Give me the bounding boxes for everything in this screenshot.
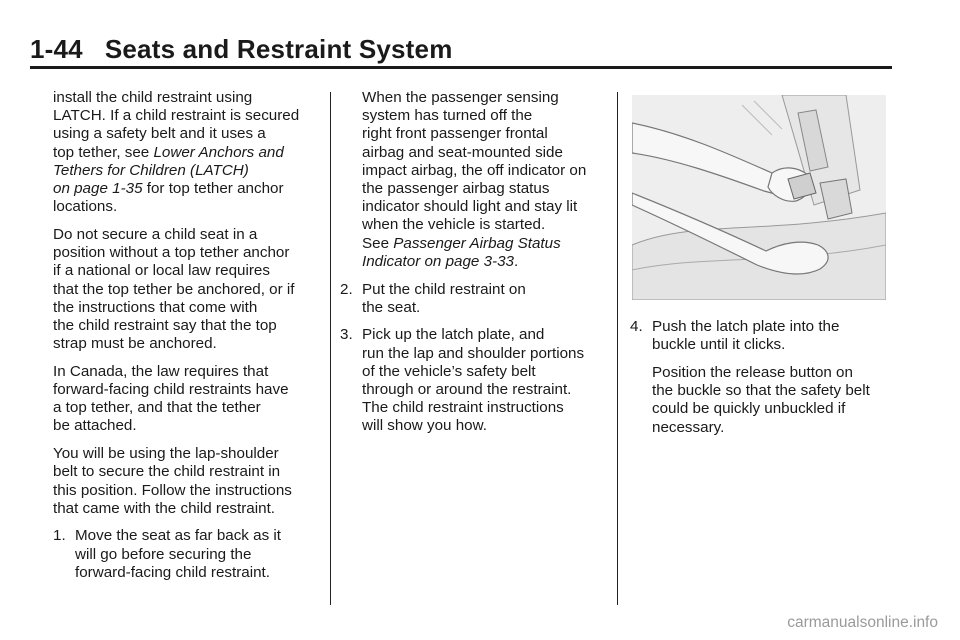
paragraph: You will be using the lap-shoulder belt to secure the child restraint in this position. Follow the instructions that came with the child restraint. — [53, 445, 292, 517]
page-number: 1-44 — [30, 34, 83, 64]
step-number: 4. — [630, 318, 643, 335]
cross-reference: on page 1-35 — [53, 180, 143, 198]
paragraph: When the passenger sensing system has turned off the right front passenger frontal airbag and seat-mounted side impact airbag, the off indicator on the passenger airbag status indicator should light and stay lit when the vehicle is started. See Passenger Airbag Status Indicator on page 3-33. — [362, 89, 587, 270]
step-item: 1. Move the seat as far back as it will go before securing the forward-facing child restraint. — [53, 527, 281, 581]
column-2 — [340, 89, 608, 445]
latch-plate-buckle-illustration — [632, 95, 886, 300]
cross-reference: Passenger Airbag Status — [393, 234, 561, 252]
paragraph: Do not secure a child seat in a position without a top tether anchor if a national or local law requires that the top tether be anchored, or if the instructions that come with the child restraint say that the top strap must be anchored. — [53, 225, 295, 353]
step-number: 3. — [340, 326, 353, 344]
paragraph: Position the release button on the buckle so that the safety belt could be quickly unbuckled if necessary. — [652, 363, 870, 436]
paragraph: install the child restraint using LATCH. If a child restraint is secured using a safety belt and it uses a top tether, see Lower Anchors and Tethers for Children (LATCH) on page 1-35 for top tether anchor locations. — [53, 89, 300, 216]
column-divider — [330, 92, 331, 605]
step-number: 1. — [53, 527, 66, 545]
hands-buckle-icon — [632, 95, 886, 300]
paragraph: In Canada, the law requires that forward-facing child restraints have a top tether, and that the tether be attached. — [53, 362, 289, 435]
cross-reference: Tethers for Children (LATCH) — [53, 161, 249, 179]
column-3 — [630, 318, 892, 446]
cross-reference: Lower Anchors and — [153, 143, 284, 161]
watermark: carmanualsonline.info — [787, 614, 938, 631]
step-item: 4. Push the latch plate into the buckle until it clicks. — [630, 318, 840, 354]
step-number: 2. — [340, 280, 353, 298]
page-heading — [30, 34, 453, 65]
column-1 — [53, 89, 321, 592]
cross-reference: Indicator on page 3-33 — [362, 252, 514, 270]
section-title: Seats and Restraint System — [104, 34, 453, 64]
column-divider — [617, 92, 618, 605]
page-header — [30, 30, 892, 70]
header-rule — [30, 66, 892, 69]
step-item: 2. Put the child restraint on the seat. — [340, 280, 526, 316]
step-item: 3. Pick up the latch plate, and run the lap and shoulder portions of the vehicle’s safety belt through or around the restraint. The child restraint instructions will show you how. — [340, 326, 585, 435]
